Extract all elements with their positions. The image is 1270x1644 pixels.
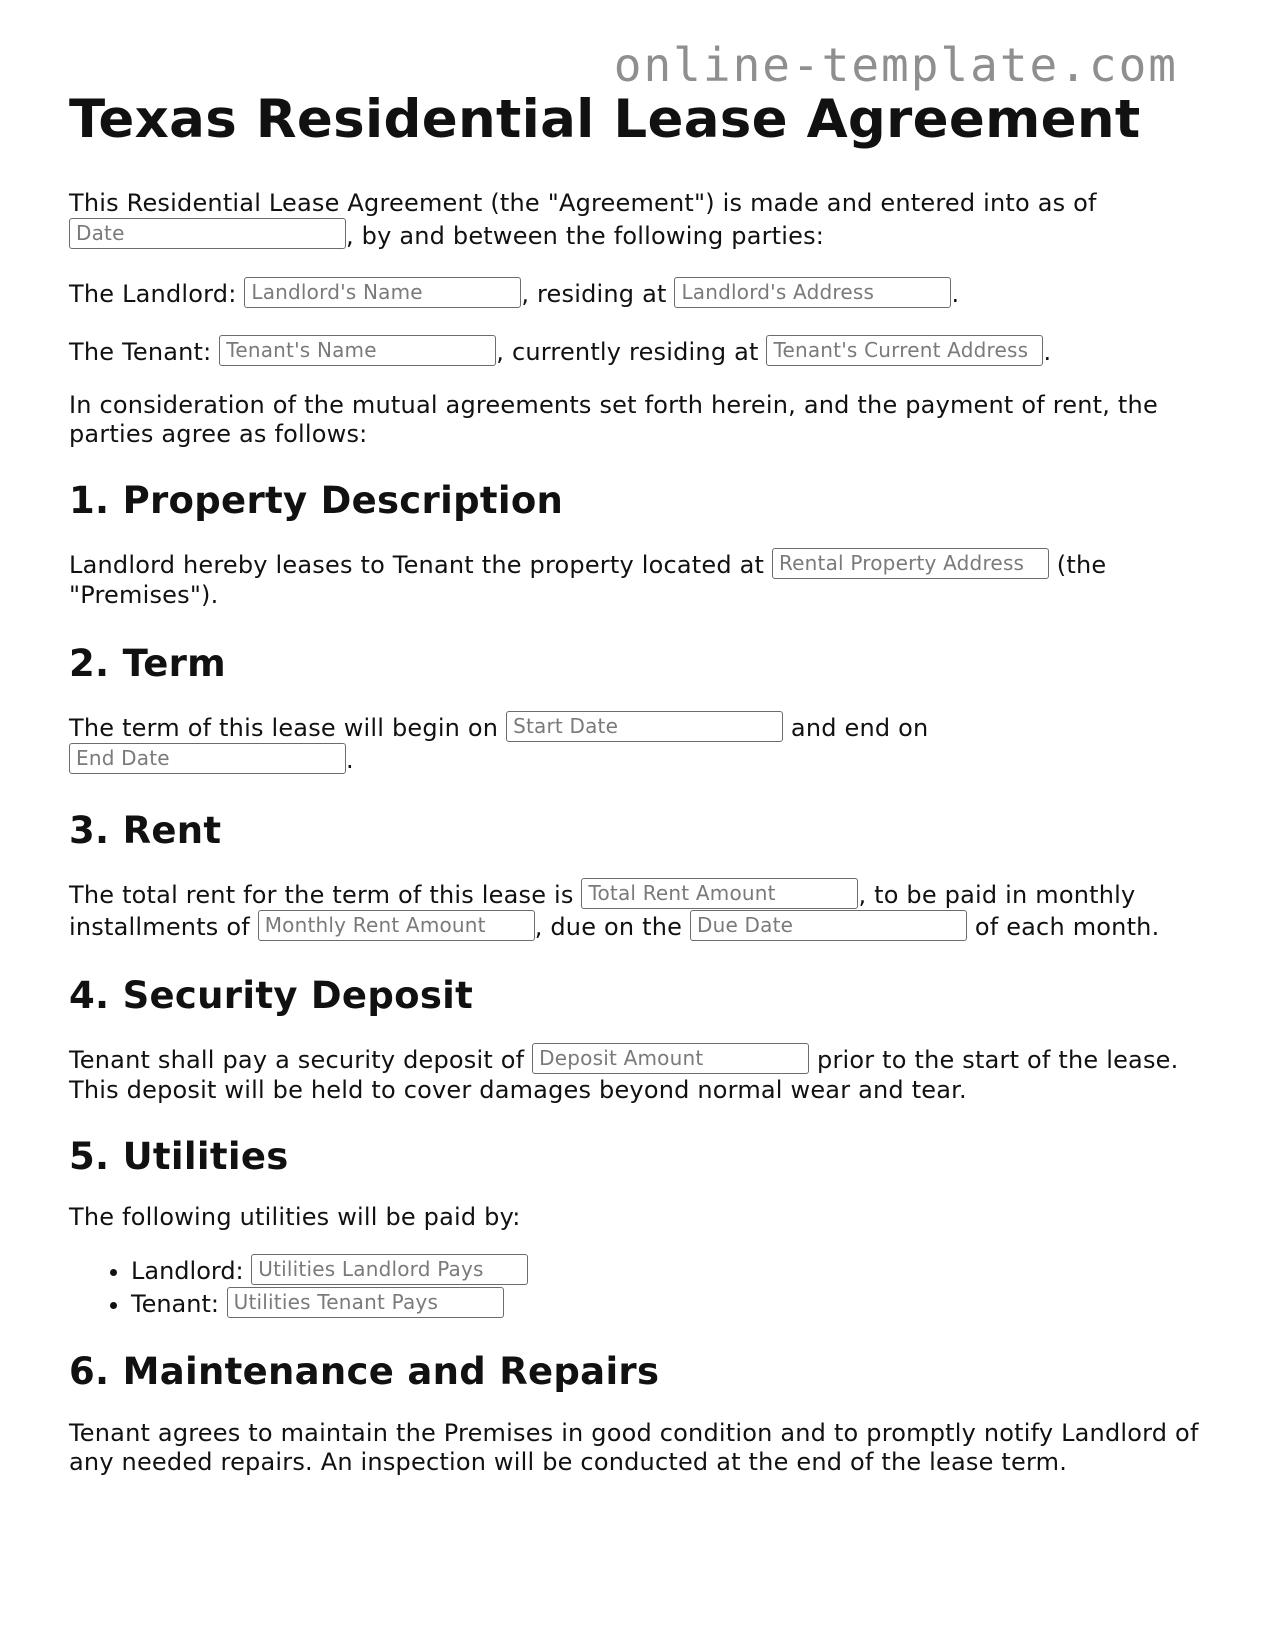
tenant-address-field[interactable]: Tenant's Current Address	[766, 335, 1043, 366]
document-title: Texas Residential Lease Agreement	[69, 89, 1141, 150]
landlord-mid-text: , residing at	[521, 280, 667, 308]
term-text-1: The term of this lease will begin on	[69, 714, 499, 742]
term-paragraph	[69, 711, 1201, 775]
section-heading-property: 1. Property Description	[69, 479, 564, 522]
document-page	[69, 0, 1201, 1477]
utilities-landlord-label: Landlord:	[131, 1257, 244, 1285]
section-heading-deposit: 4. Security Deposit	[69, 974, 474, 1017]
property-text-2: (the "Premises").	[69, 551, 1107, 609]
utilities-tenant-field[interactable]: Utilities Tenant Pays	[227, 1287, 504, 1318]
rent-text-3: , due on the	[534, 913, 683, 941]
section-heading-term: 2. Term	[69, 642, 227, 685]
deposit-amount-field[interactable]: Deposit Amount	[532, 1043, 809, 1074]
deposit-paragraph	[69, 1043, 1201, 1105]
rental-property-address-field[interactable]: Rental Property Address	[772, 548, 1049, 579]
end-date-field[interactable]: End Date	[69, 743, 346, 774]
utilities-intro: The following utilities will be paid by:	[69, 1203, 521, 1231]
landlord-address-field[interactable]: Landlord's Address	[674, 277, 951, 308]
rent-text-2: , to be paid in monthly installments of	[69, 881, 1136, 941]
property-paragraph	[69, 548, 1201, 610]
due-date-field[interactable]: Due Date	[690, 910, 967, 941]
section-heading-maintenance: 6. Maintenance and Repairs	[69, 1350, 660, 1393]
landlord-end: .	[951, 280, 960, 308]
rent-text-1: The total rent for the term of this lease is	[69, 881, 574, 909]
intro-text-2: , by and between the following parties:	[346, 222, 825, 250]
intro-paragraph	[69, 189, 1201, 251]
landlord-name-field[interactable]: Landlord's Name	[244, 277, 521, 308]
start-date-field[interactable]: Start Date	[506, 711, 783, 742]
landlord-label: The Landlord:	[69, 280, 237, 308]
section-heading-utilities: 5. Utilities	[69, 1135, 289, 1178]
tenant-name-field[interactable]: Tenant's Name	[219, 335, 496, 366]
monthly-rent-amount-field[interactable]: Monthly Rent Amount	[258, 910, 535, 941]
utilities-landlord-item	[131, 1254, 1201, 1287]
tenant-label: The Tenant:	[69, 338, 212, 366]
deposit-text-2: prior to the start of the lease. This deposit will be held to cover damages beyond normal wear and tear.	[69, 1046, 1179, 1104]
watermark: online-template.com	[613, 38, 1178, 92]
landlord-line	[69, 277, 1201, 309]
tenant-mid-text: , currently residing at	[496, 338, 759, 366]
utilities-landlord-field[interactable]: Utilities Landlord Pays	[251, 1254, 528, 1285]
maintenance-paragraph: Tenant agrees to maintain the Premises in good condition and to promptly notify Landlord of any needed repairs. An inspection will be conducted at the end of the lease term.	[69, 1419, 1199, 1476]
intro-text-1: This Residential Lease Agreement (the "Agreement") is made and entered into as of	[69, 189, 1097, 217]
date-field[interactable]: Date	[69, 218, 346, 249]
utilities-list	[69, 1254, 1201, 1320]
consideration-paragraph: In consideration of the mutual agreements set forth herein, and the payment of rent, the parties agree as follows:	[69, 391, 1158, 448]
tenant-end: .	[1043, 338, 1052, 366]
rent-text-4: of each month.	[974, 913, 1160, 941]
term-text-3: .	[346, 746, 354, 774]
property-text-1: Landlord hereby leases to Tenant the property located at	[69, 551, 765, 579]
tenant-line	[69, 335, 1201, 367]
term-text-2: and end on	[790, 714, 929, 742]
rent-paragraph	[69, 878, 1201, 942]
section-heading-rent: 3. Rent	[69, 809, 222, 852]
utilities-tenant-item	[131, 1287, 1201, 1320]
deposit-text-1: Tenant shall pay a security deposit of	[69, 1046, 525, 1074]
utilities-tenant-label: Tenant:	[131, 1290, 219, 1318]
total-rent-amount-field[interactable]: Total Rent Amount	[581, 878, 858, 909]
